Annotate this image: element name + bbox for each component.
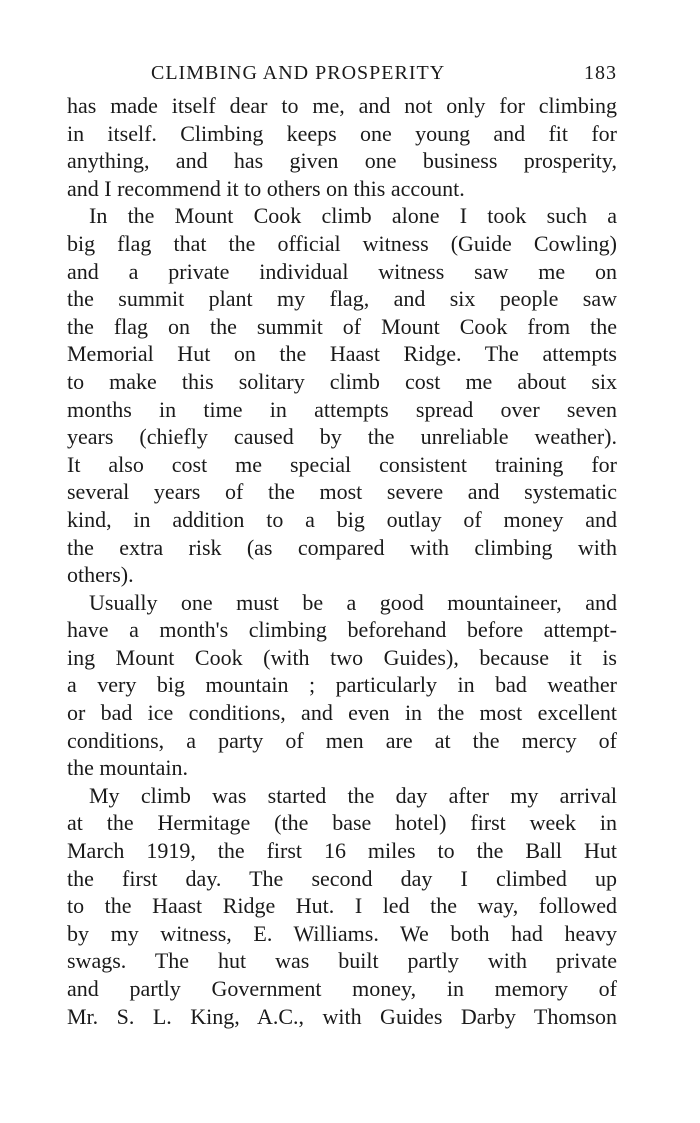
text-line: have a month's climbing beforehand before attempt- [67,617,617,643]
text-line: in itself. Climbing keeps one young and fit for [67,120,617,146]
text-line: several years of the most severe and systematic [67,479,617,505]
text-line: or bad ice conditions, and even in the most excellent [67,700,617,726]
text-line: big flag that the official witness (Guide Cowling) [67,230,617,256]
text-line: the extra risk (as compared with climbing with [67,534,617,560]
text-line: the summit plant my flag, and six people saw [67,286,617,312]
text-line: and a private individual witness saw me on [67,258,617,284]
text-line: at the Hermitage (the base hotel) first week in [67,810,617,836]
text-line: In the Mount Cook climb alone I took such a [89,203,617,229]
text-line: ing Mount Cook (with two Guides), because it is [67,644,617,670]
text-line: swags. The hut was built partly with private [67,948,617,974]
text-line: to the Haast Ridge Hut. I led the way, followed [67,893,617,919]
text-line: My climb was started the day after my arrival [89,782,617,808]
text-line: Usually one must be a good mountaineer, and [89,589,617,615]
text-line: others). [67,562,134,588]
text-line: Memorial Hut on the Haast Ridge. The attempts [67,341,617,367]
text-line: has made itself dear to me, and not only for climbing [67,93,617,118]
text-line: the mountain. [67,755,188,781]
running-head [67,58,617,92]
text-line: the flag on the summit of Mount Cook from the [67,313,617,339]
text-line: a very big mountain ; particularly in bad weather [67,672,617,698]
text-line: conditions, a party of men are at the mercy of [67,727,617,753]
text-line: It also cost me special consistent training for [67,451,617,477]
paragraph-1 [67,92,617,202]
body-text [67,92,617,1030]
book-page [67,58,617,1030]
text-line: Mr. S. L. King, A.C., with Guides Darby Thomson [67,1003,617,1029]
running-title: CLIMBING AND PROSPERITY [151,62,446,84]
text-line: by my witness, E. Williams. We both had heavy [67,920,617,946]
paragraph-2 [67,202,617,588]
page-number: 183 [584,62,617,84]
text-line: kind, in addition to a big outlay of money and [67,506,617,532]
paragraph-3 [67,589,617,782]
text-line: and I recommend it to others on this account. [67,175,465,201]
text-line: March 1919, the first 16 miles to the Ball Hut [67,838,617,864]
text-line: and partly Government money, in memory of [67,976,617,1001]
text-line: years (chiefly caused by the unreliable weather). [67,424,617,450]
text-line: months in time in attempts spread over seven [67,396,617,422]
text-line: the first day. The second day I climbed up [67,865,617,891]
text-line: to make this solitary climb cost me about six [67,368,617,394]
paragraph-4 [67,782,617,1030]
text-line: anything, and has given one business prosperity, [67,148,617,174]
